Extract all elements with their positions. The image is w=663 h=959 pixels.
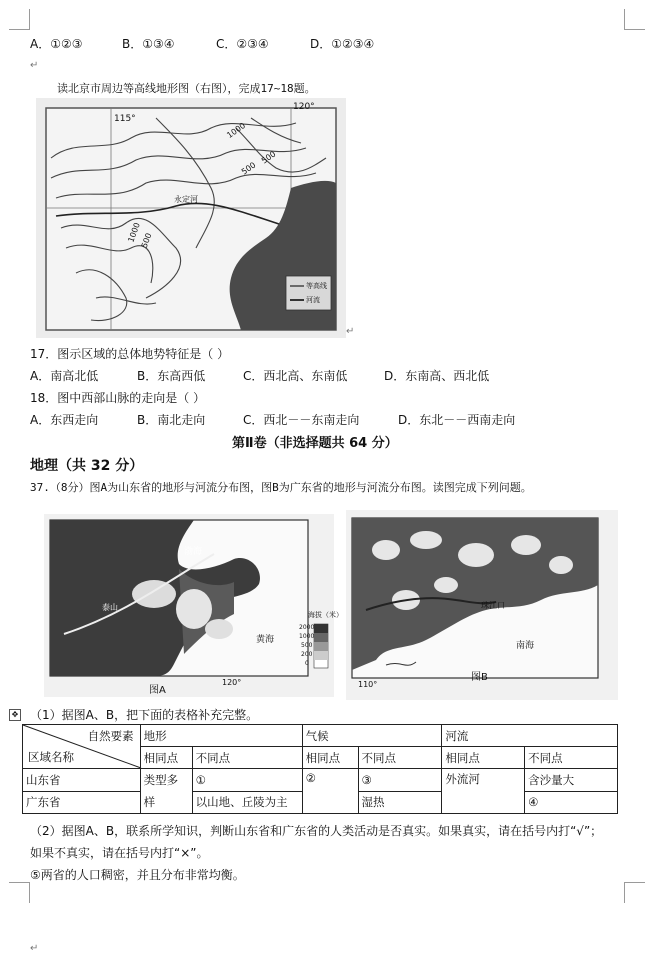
terrain-diff-guangdong: 以山地、丘陵为主 [192, 791, 302, 814]
crop-mark-top-left [9, 9, 30, 30]
fig-b-lon-label: 110° [358, 680, 378, 689]
beijing-contour-map [36, 98, 346, 338]
q18-option-b: B．南北走向 [137, 413, 206, 427]
river-diff-shandong: 含沙量大 [525, 769, 618, 792]
section-heading: 地理（共 32 分） [30, 458, 144, 474]
climate-diff-header: 不同点 [358, 747, 442, 769]
river-diff-header: 不同点 [525, 747, 618, 769]
question-17-stem: 17．图示区域的总体地势特征是（ ） [30, 347, 230, 361]
corner-top-label: 自然要素 [87, 729, 134, 743]
terrain-diff-header: 不同点 [192, 747, 302, 769]
row-name-shandong: 山东省 [23, 769, 141, 792]
contour-label: 1000 [126, 221, 142, 244]
river-same-header: 相同点 [442, 747, 525, 769]
part-2-title: 第Ⅱ卷（非选择题共 64 分） [232, 436, 398, 451]
terrain-diff-shandong[interactable]: ① [192, 769, 302, 792]
climate-diff-shandong[interactable]: ③ [358, 769, 442, 792]
q18-option-d: D．东北－－西南走向 [398, 413, 516, 427]
map1-lon-right: 120° [293, 102, 315, 112]
fig-b-caption: 图B [471, 672, 488, 683]
map-intro-text: 读北京市周边等高线地形图（右图），完成17~18题。 [57, 82, 316, 95]
question-37-part-1: （1）据图A、B，把下面的表格补充完整。 [30, 708, 259, 722]
river-place-label: 永定河 [174, 195, 198, 204]
option-b-prev: B．①③④ [122, 37, 175, 51]
contour-label: 500 [259, 149, 278, 166]
contour-label: 1000 [225, 120, 248, 141]
paragraph-mark: ↵ [30, 943, 39, 954]
q17-option-a: A．南高北低 [30, 369, 99, 383]
contour-label: 500 [139, 231, 154, 250]
contour-label: 500 [239, 160, 258, 177]
legend-river: 河流 [306, 296, 320, 304]
map1-lon-left: 115° [114, 114, 136, 124]
fig-a-legend-title: 海拔（米） [308, 611, 343, 619]
river-diff-guangdong[interactable]: ④ [525, 791, 618, 814]
question-37-part-2-line-1: （2）据图A、B，联系所学知识，判断山东省和广东省的人类活动是否真实。如果真实，请在括号内打“√”； [30, 824, 603, 838]
climate-diff-guangdong: 湿热 [358, 791, 442, 814]
river-same-cell: 外流河 [442, 769, 525, 814]
fig-a-legend-value: 2000 [299, 624, 315, 631]
corner-bottom-label: 区域名称 [28, 750, 74, 764]
fig-a-bohai-label: 渤海 [184, 547, 203, 557]
fill-in-table [22, 724, 618, 814]
option-c-prev: C．②③④ [216, 37, 269, 51]
q18-option-c: C．西北－－东南走向 [243, 413, 360, 427]
paragraph-mark: ↵ [346, 326, 355, 337]
paragraph-mark: ↵ [30, 60, 39, 71]
table-move-handle-icon[interactable]: ✥ [9, 709, 21, 721]
fig-a-legend-value: 1000 [299, 633, 315, 640]
q18-option-a: A．东西走向 [30, 413, 99, 427]
header-terrain: 地形 [140, 725, 302, 747]
fig-a-huanghai-label: 黄海 [256, 635, 275, 645]
header-climate: 气候 [302, 725, 442, 747]
fig-a-legend-value: 200 [301, 651, 313, 658]
figure-b-guangdong-map [346, 510, 618, 700]
fig-a-lon-label: 120° [222, 678, 242, 687]
question-37-item-5: ⑤两省的人口稠密，并且分布非常均衡。 [30, 868, 245, 882]
fig-a-peak-label: 泰山 [102, 603, 118, 612]
option-a-prev: A．①②③ [30, 37, 83, 51]
question-37-part-2-line-2: 如果不真实，请在括号内打“×”。 [30, 846, 209, 860]
terrain-same-header: 相同点 [140, 747, 192, 769]
q17-option-b: B．东高西低 [137, 369, 206, 383]
fig-b-place-label: 珠江口 [481, 601, 505, 610]
figure-a-shandong-map [44, 514, 343, 697]
crop-mark-bottom-left [9, 882, 30, 903]
climate-same-header: 相同点 [302, 747, 358, 769]
fig-a-caption: 图A [149, 685, 166, 696]
crop-mark-bottom-right [624, 882, 645, 903]
climate-same-cell[interactable]: ② [302, 769, 358, 814]
q17-option-d: D．东南高、西北低 [384, 369, 490, 383]
row-name-guangdong: 广东省 [23, 791, 141, 814]
option-d-prev: D．①②③④ [310, 37, 375, 51]
terrain-same-cell: 类型多样 [140, 769, 192, 814]
legend-contour: 等高线 [306, 282, 327, 290]
table-corner-cell [23, 725, 141, 769]
question-37-stem: 37.（8分）图A为山东省的地形与河流分布图，图B为广东省的地形与河流分布图。读图完成下列问题。 [30, 481, 532, 494]
fig-a-legend-value: 500 [301, 642, 313, 649]
fig-b-sea-label: 南海 [516, 641, 535, 651]
header-river: 河流 [442, 725, 618, 747]
question-18-stem: 18．图中西部山脉的走向是（ ） [30, 391, 206, 405]
fig-a-legend-value: 0 [305, 660, 309, 667]
q17-option-c: C．西北高、东南低 [243, 369, 348, 383]
crop-mark-top-right [624, 9, 645, 30]
